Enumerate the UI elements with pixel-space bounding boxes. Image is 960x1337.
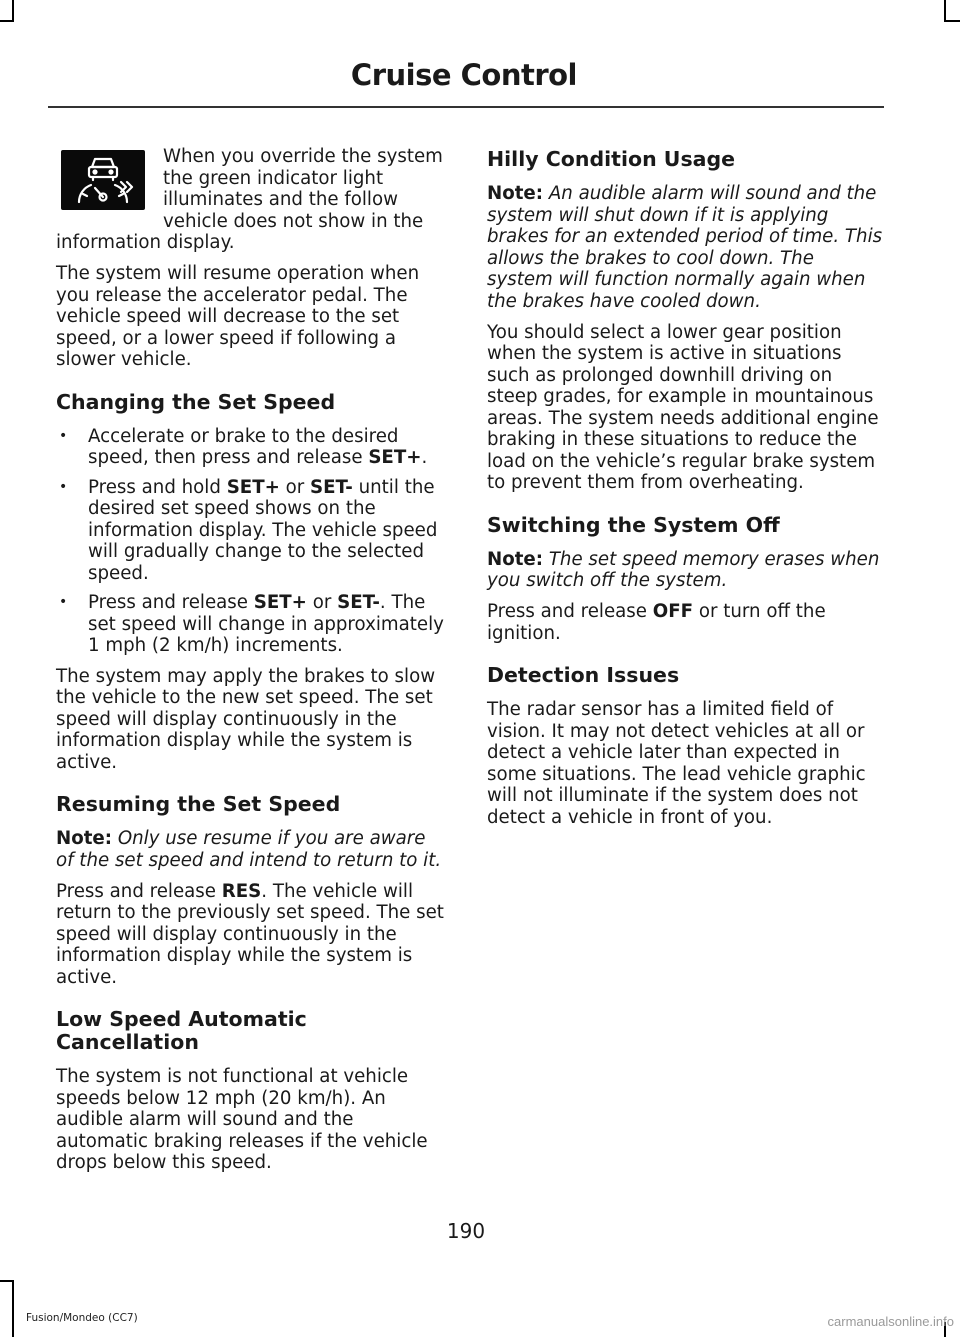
section-heading-low-speed-cancellation: Low Speed Automatic Cancellation	[56, 1007, 307, 1054]
section-heading-detection-issues: Detection Issues	[487, 663, 680, 687]
crop-mark	[0, 20, 14, 22]
switching-note: Note: The set speed memory erases when you switch off the system.	[487, 548, 880, 591]
switching-paragraph: Press and release OFF or turn off the ignition.	[487, 601, 826, 644]
resume-paragraph: Press and release RES. The vehicle will return to the previously set speed. The set speed will display continuously in the information display while the system is active.	[56, 880, 444, 988]
section-heading-resuming-set-speed: Resuming the Set Speed	[56, 792, 341, 816]
section-heading-switching-off: Switching the System Off	[487, 512, 780, 537]
hilly-paragraph: You should select a lower gear position when the system is active in situations such as prolonged downhill driving on steep grades, for example in mountainous areas. The system needs additional engine braking in these situations to reduce the load on the vehicle’s regular brake system to prevent them from overheating.	[487, 321, 879, 493]
low-speed-paragraph: The system is not functional at vehicle speeds below 12 mph (20 km/h). An audible alarm will sound and the automatic braking releases if the vehicle drops below this speed.	[56, 1066, 428, 1173]
right-column	[487, 146, 883, 838]
intro-paragraph: When you override the system the green indicator light illuminates and the follow vehicle does not show in the information display.	[56, 146, 443, 253]
crop-mark	[12, 0, 14, 22]
crop-mark	[944, 0, 946, 22]
watermark: carmanualsonline.info	[827, 1314, 954, 1329]
list-item: • Press and release SET+ or SET-. The set speed will change in approximately 1 mph (2 km/h) increments.	[56, 592, 448, 657]
hilly-note: Note: An audible alarm will sound and the system will shut down if it is applying brakes for an extended period of time. This allows the brakes to cool down. The system will function normally again when the brakes have cooled down.	[487, 183, 883, 312]
page-number: 190	[446, 1219, 486, 1243]
crop-mark	[12, 1280, 14, 1337]
brake-apply-paragraph: The system may apply the brakes to slow the vehicle to the new set speed. The set speed will display continuously in the information display while the system is active.	[56, 665, 436, 773]
model-label: Fusion/Mondeo (CC7)	[26, 1312, 138, 1324]
header-divider	[48, 106, 884, 108]
resume-operation-paragraph: The system will resume operation when you release the accelerator pedal. The vehicle speed will decrease to the set speed, or a lower speed if following a slower vehicle.	[56, 263, 420, 370]
page-title: Cruise Control	[350, 58, 577, 92]
adaptive-cruise-follow-vehicle-icon	[61, 150, 145, 210]
resume-note: Note: Only use resume if you are aware of the set speed and intend to return to it.	[56, 828, 442, 871]
section-heading-hilly-condition: Hilly Condition Usage	[487, 147, 736, 171]
left-column	[56, 146, 448, 1183]
detection-paragraph: The radar sensor has a limited field of vision. It may not detect vehicles at all or detect a vehicle later than expected in some situations. The lead vehicle graphic will not illuminate if the system does not detect a vehicle in front of you.	[487, 699, 866, 828]
crop-mark	[0, 1280, 14, 1282]
changing-steps-list	[56, 426, 448, 657]
list-item: • Accelerate or brake to the desired speed, then press and release SET+.	[56, 426, 448, 469]
list-item: • Press and hold SET+ or SET- until the desired set speed shows on the information display. The vehicle speed will gradually change to the selected speed.	[56, 477, 448, 585]
crop-mark	[944, 20, 960, 22]
section-heading-changing-set-speed: Changing the Set Speed	[56, 389, 336, 414]
